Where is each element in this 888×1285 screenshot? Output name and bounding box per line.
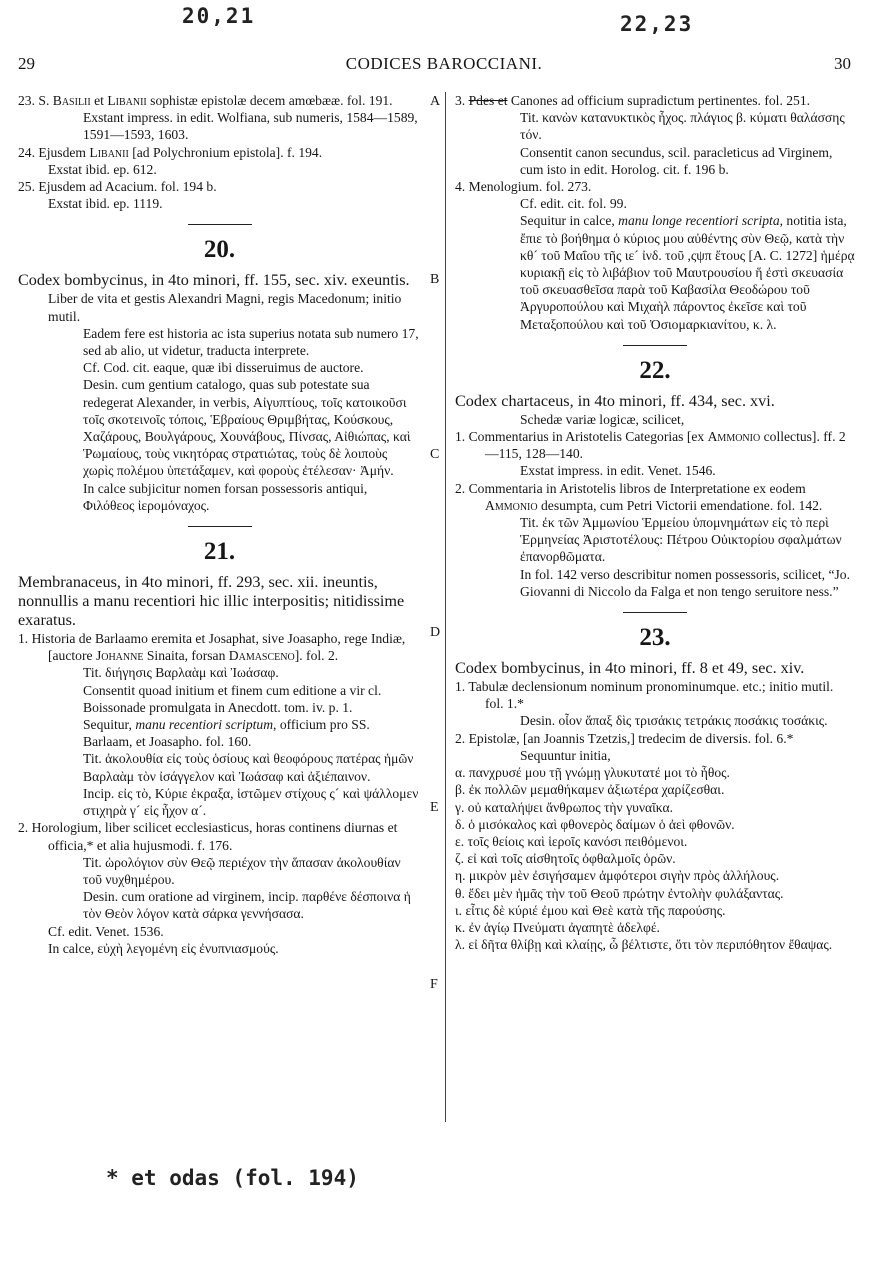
item-1 (455, 678, 855, 712)
handwritten-page-note-right: 22,23 (620, 12, 694, 36)
entry-23 (18, 92, 421, 109)
item-text: ]. fol. 2. (294, 648, 339, 664)
item-1 (455, 428, 855, 462)
list-item: δ. ὁ μισόκαλος καὶ φθονερὸς δαίμων ὁ ἀεὶ φθονῶν. (455, 816, 735, 832)
item-text: Commentaria in Aristotelis libros de Interpretatione ex eodem (468, 480, 806, 496)
item-2 (18, 819, 421, 853)
paragraph-text: , officium pro SS. Barlaam, et Joasapho. fol. 160. (83, 717, 370, 750)
left-column (18, 92, 421, 957)
section-rule (623, 345, 687, 346)
item-number: 2. (455, 730, 466, 746)
entry-text: Menologium. fol. 273. (468, 179, 592, 195)
codex-heading: Codex chartaceus, in 4to minori, ff. 434, sec. xvi. (455, 391, 775, 410)
column-divider (445, 92, 446, 1122)
paragraph: Tit. ἐκ τῶν Ἀμμωνίου Ἑρμείου ὑπομνημάτων εἰς τὸ περὶ Ἑρμηνείας Ἀριστοτέλους: Πέτρου Οὐικτορίου σφαλμάτων ἐπανορθῶματα. (520, 515, 842, 565)
item-2 (455, 730, 855, 747)
paragraph-text: Sequitur in calce, (520, 213, 619, 229)
paragraph: Desin. cum oratione ad virginem, incip. παρθένε δέσποινα ἡ τὸν Θεὸν λόγον κατὰ σάρκα γεννήσασα. (83, 889, 411, 922)
margin-letter-b: B (430, 272, 440, 287)
paragraph: Consentit canon secundus, scil. paracleticus ad Virginem, cum isto in edit. Horolog. cit. f. 196 b. (520, 144, 833, 177)
paragraph: Eadem fere est historia ac ista superius notata sub numero 17, sed ab alio, ut videtur, traducta interprete. (83, 325, 419, 359)
margin-letter-c: C (430, 447, 440, 462)
entry-text: sophistæ epistolæ decem amœbææ. fol. 191. (146, 93, 393, 108)
margin-letter-f: F (430, 977, 438, 992)
item-text: Horologium, liber scilicet ecclesiasticus, horas continens diurnas et officia,* et alia hujusmodi. f. 176. (31, 820, 398, 853)
paragraph (455, 212, 855, 332)
paragraph-text: , notitia ista, ἔπιε τὸ βοήθημα ὁ κύριος μου αὐθέντης σὺν Θεῷ, κατὰ τὴν κθ´ τοῦ Μαΐου τῆς ιε´ ἰνδ. τοῦ ,ςψπ ἔτους [A. C. 1272] ἡμέρᾳ κυριακῇ εἰς τὸ λιβάβιον τοῦ Μαυτρουσίου ἥ ἐστὶ σκευασία τοῦ σκευασθεῖσα παρὰ τοῦ Καβασίλα Θεοδώρου τοῦ Ἀργυροπούλου καὶ Μιχαὴλ πάροντος ἐκεῖσε καὶ τοῦ Μεταξοπούλου καὶ τοῦ Ὀσιομαρκιανίτου, κ. λ. (520, 213, 855, 332)
paragraph: Liber de vita et gestis Alexandri Magni, regis Macedonum; initio mutil. (48, 291, 402, 324)
codex-heading: Codex bombycinus, in 4to minori, ff. 155, sec. xiv. exeuntis. (18, 271, 410, 290)
list-item: γ. οὐ καταλήψει ἄνθρωπος τὴν γυναῖκα. (455, 799, 674, 815)
paragraph: Sequuntur initia, (520, 747, 611, 763)
codex-number: 22. (639, 356, 671, 384)
entry-text: [ad Polychronium epistola]. f. 194. (128, 144, 323, 160)
section-rule (188, 224, 252, 225)
entry-text: Canones ad officium supradictum pertinentes. fol. 251. (510, 93, 811, 108)
author-name: Libanii (107, 93, 147, 108)
codex-heading: Codex bombycinus, in 4to minori, ff. 8 et 49, sec. xiv. (455, 659, 805, 678)
entry-number: 3. (455, 93, 466, 108)
item-text: Sinaita, forsan (143, 648, 229, 664)
entry-number: 4. (455, 179, 466, 195)
paragraph: Incip. εἰς τὸ, Κύριε ἐκραξα, ἱστῶμεν στίχους ς´ καὶ ψάλλομεν στιχηρὰ γ´ εἰς ἦχον α´. (83, 785, 419, 819)
paragraph: Tit. διήγησις Βαρλαὰμ καὶ Ἰωάσαφ. (83, 665, 279, 681)
entry-number: 23. (18, 93, 35, 108)
section-rule (188, 526, 252, 527)
paragraph: In fol. 142 verso describitur nomen possessoris, scilicet, “Jo. Giovanni di Niccolo da Falga et non tengo seruitore ness.” (520, 566, 850, 599)
list-item: κ. ἐν ἁγίῳ Πνεύματι ἀγαπητὲ ἀδελφέ. (455, 919, 660, 935)
list-item: θ. ἔδει μὲν ἡμᾶς τὴν τοῦ Θεοῦ πρώτην ἐντολὴν φυλάξαντας. (455, 885, 784, 901)
author-name: Johanne (95, 648, 144, 664)
entry-24 (18, 144, 421, 161)
margin-letter-d: D (430, 625, 441, 640)
struck-text: Pdes et (468, 93, 508, 108)
item-text: Historia de Barlaamo eremita et Josaphat, sive Joasapho, rege Indiæ, [auctore (31, 631, 406, 664)
list-item: η. μικρὸν μὲν ἐσιγήσαμεν ἀμφότεροι σιγὴν πρὸς ἀλλήλους. (455, 868, 780, 884)
initia-list (455, 764, 855, 953)
list-item: ε. τοῖς θείοις καὶ ἱεροῖς κανόσι πειθόμενοι. (455, 833, 688, 849)
paragraph-text: Sequitur, (83, 717, 136, 733)
item-number: 2. (18, 820, 29, 836)
entry-4 (455, 178, 855, 195)
item-text: Epistolæ, [an Joannis Tzetzis,] tredecim de diversis. fol. 6.* (468, 730, 794, 746)
entry-text: S. (38, 93, 53, 108)
entry-note: Exstat ibid. ep. 612. (48, 161, 157, 177)
item-text: desumpta, cum Petri Victorii emendatione. fol. 142. (537, 497, 823, 513)
item-text: Tabulæ declensionum nominum pronominumque. etc.; initio mutil. fol. 1.* (468, 679, 834, 712)
author-name: Damasceno (228, 648, 295, 664)
italic-text: manu recentiori scriptum (135, 717, 274, 733)
author-name: Ammonio (707, 429, 761, 445)
paragraph: Cf. edit. Venet. 1536. (48, 923, 164, 939)
item-text: Commentarius in Aristotelis Categorias [ex (468, 429, 708, 445)
entry-text: et (90, 93, 108, 108)
right-column (455, 92, 855, 953)
paragraph: Tit. κανὼν κατανυκτικὸς ἦχος. πλάγιος β. κύματι θαλάσσης τόν. (520, 110, 845, 143)
handwritten-footnote: * et odas (fol. 194) (106, 1166, 359, 1190)
paragraph: In calce, εὐχὴ λεγομένη εἰς ἐνυπνιασμούς. (48, 940, 279, 956)
entry-25 (18, 178, 421, 195)
entry-note: Exstant impress. in edit. Wolfiana, sub numeris, 1584—1589, 1591—1593, 1603. (83, 110, 418, 143)
entry-text: Ejusdem (38, 144, 90, 160)
paragraph: In calce subjicitur nomen forsan possessoris antiqui, Φιλόθεος ἱερομόναχος. (83, 480, 368, 513)
handwritten-page-note-left: 20,21 (182, 4, 256, 28)
item-number: 2. (455, 480, 466, 496)
paragraph: Desin. οἷον ἅπαξ δὶς τρισάκις τετράκις ποσάκις τοσάκις. (520, 713, 828, 729)
list-item: α. πανχρυσέ μου τῇ γνώμῃ γλυκυτατέ μοι τὸ ἦθος. (455, 765, 730, 781)
section-rule (623, 612, 687, 613)
running-title: CODICES BAROCCIANI. (345, 54, 543, 73)
page-number-right: 30 (834, 54, 851, 73)
entry-text: Ejusdem ad Acacium. fol. 194 b. (38, 179, 217, 195)
entry-3 (455, 92, 855, 109)
margin-letter-a: A (430, 94, 441, 109)
paragraph (18, 716, 421, 750)
page-number-left: 29 (18, 54, 35, 73)
codex-heading: Membranaceus, in 4to minori, ff. 293, sec. xii. ineuntis, nonnullis a manu recentiori hic illic interpositis; nitidissime exaratus. (18, 573, 405, 630)
paragraph: Tit. ὡρολόγιον σὺν Θεῷ περιέχον τὴν ἅπασαν ἀκολουθίαν τοῦ νυχθημέρου. (83, 854, 401, 887)
entry-number: 24. (18, 144, 35, 160)
paragraph: Consentit quoad initium et finem cum editione a vir cl. Boissonade promulgata in Anecdott. tom. iv. p. 1. (83, 682, 382, 715)
italic-text: manu longe recentiori scripta (618, 213, 780, 229)
author-name: Ammonio (485, 497, 538, 513)
codex-number: 23. (639, 624, 671, 652)
entry-number: 25. (18, 179, 35, 195)
item-2 (455, 480, 855, 514)
paragraph: Desin. cum gentium catalogo, quas sub potestate sua redegerat Alexander, in verbis, Αἰγυπτίους, τοῖς κατοικοῦσι τοῖς σκοτεινοῖς τόποις, Ἑβραίους Θριμβήτας, Κούσκους, Χαζάρους, Βουλγάρους, Χουνάβους, Πίνσας, Αἰθιώπας, καὶ Ῥωμαίους, τοὺς νικητόρας στρατιώτας, τοὺς δὲ λοιποὺς χωρὶς πολέμου ὑπετάξαμεν, καὶ φοροὺς ἐτέλεσαν· Ἀμήν. (83, 377, 411, 479)
entry-note: Exstat ibid. ep. 1119. (48, 196, 163, 212)
paragraph: Tit. ἀκολουθία εἰς τοὺς ὁσίους καὶ θεοφόρους πατέρας ἡμῶν Βαρλαὰμ τὸν ἰσάγγελον καὶ Ἰωάσαφ καὶ ἀξιέπαινον. (83, 751, 414, 784)
item-number: 1. (455, 679, 466, 695)
author-name: Basilii (52, 93, 91, 108)
list-item: β. ἐκ πολλῶν μεμαθήκαμεν ἀξιωτέρα χαρίζεσθαι. (455, 782, 725, 798)
list-item: ι. εἶτις δὲ κύριέ ἐμου καὶ Θεὲ κατὰ τῆς παρούσης. (455, 902, 726, 918)
paragraph: Schedæ variæ logicæ, scilicet, (520, 411, 685, 427)
codex-number: 20. (203, 236, 236, 264)
margin-letter-e: E (430, 800, 439, 815)
item-1 (18, 630, 421, 664)
author-name: Libanii (89, 144, 129, 160)
list-item: λ. εἰ δῆτα θλίβῃ καὶ κλαίῃς, ὦ βέλτιστε, ὅτι τὸν περιπόθητον ἔθαψας. (455, 937, 833, 953)
item-number: 1. (455, 429, 466, 445)
list-item: ζ. εἰ καὶ τοῖς αἰσθητοῖς ὀφθαλμοῖς ὁρῶν. (455, 851, 676, 867)
paragraph: Cf. edit. cit. fol. 99. (520, 196, 627, 212)
item-number: 1. (18, 631, 29, 647)
codex-number: 21. (203, 538, 236, 566)
item-text: collectus]. ff. 2—115, 128—140. (485, 429, 846, 462)
paragraph: Cf. Cod. cit. eaque, quæ ibi disseruimus de auctore. (83, 360, 364, 376)
paragraph: Exstat impress. in edit. Venet. 1546. (520, 463, 716, 479)
